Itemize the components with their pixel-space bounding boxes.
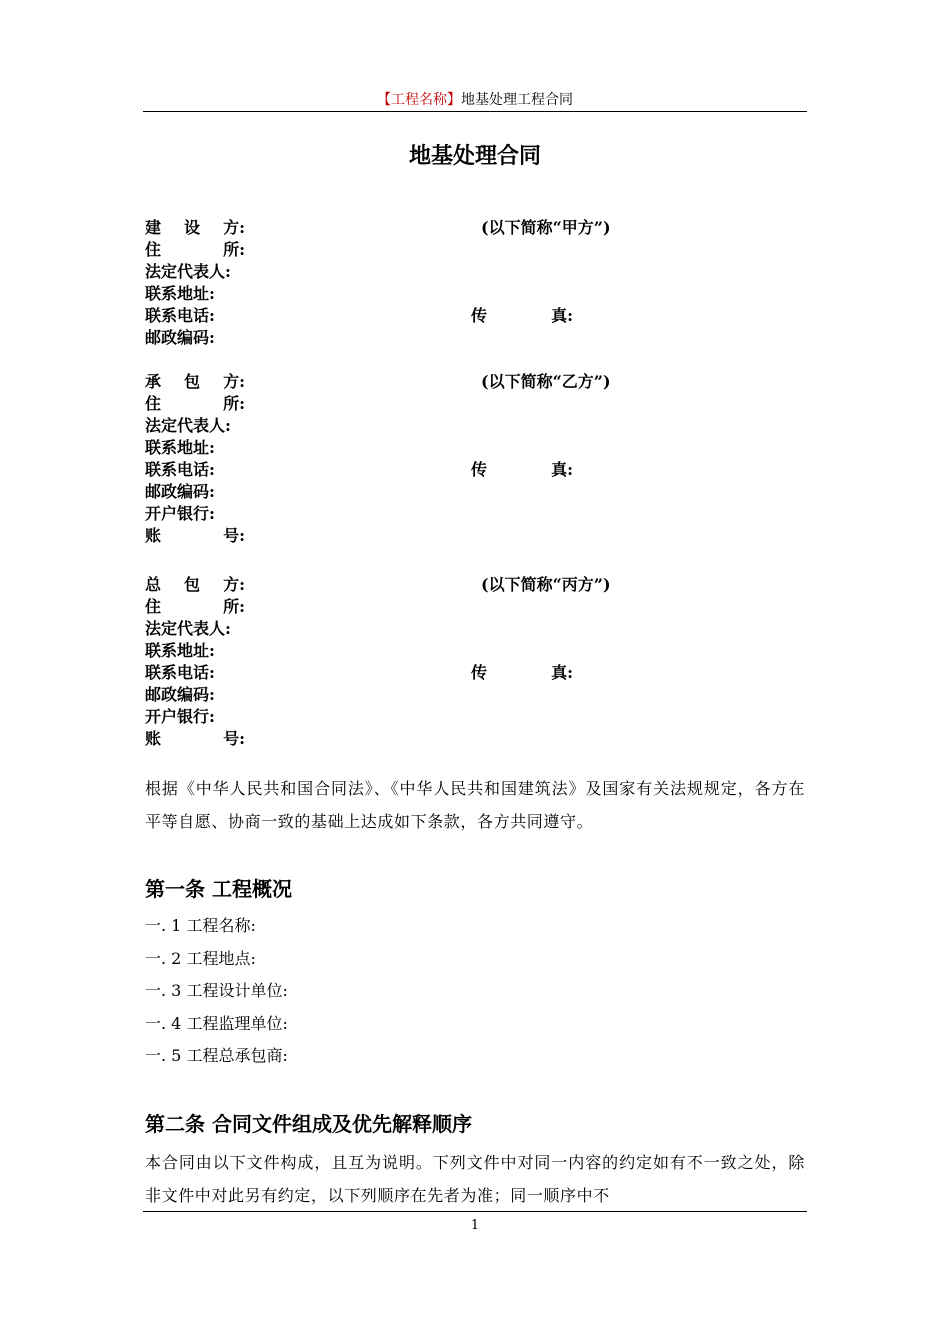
field-label — [145, 728, 245, 750]
article-item: 一. 4 工程监理单位: — [145, 1013, 288, 1033]
party-field-row — [145, 618, 805, 640]
party-field-row — [145, 415, 805, 437]
page-header — [143, 90, 807, 110]
field-label — [145, 283, 245, 305]
field-label-part: 联系电话: — [145, 663, 215, 682]
document-title: 地基处理合同 — [408, 143, 541, 169]
party-alias: (以下简称“乙方”) — [481, 372, 611, 391]
party-a-block — [145, 217, 805, 349]
field-label-part: 邮政编码: — [145, 328, 215, 347]
article-item: 一. 2 工程地点: — [145, 948, 256, 968]
party-field-row — [145, 728, 805, 750]
field-label-part: 联系电话: — [145, 306, 215, 325]
party-field-row — [145, 239, 805, 261]
field-label-part: 住 — [145, 394, 162, 413]
header-bracket-left: 【 — [377, 92, 391, 108]
field-label-part: 开户银行: — [145, 504, 215, 523]
party-field-row — [145, 327, 805, 349]
header-project-name: 工程名称 — [391, 92, 447, 108]
party-field-row — [145, 305, 805, 327]
field-label-part: 邮政编码: — [145, 482, 215, 501]
field-label — [145, 217, 245, 239]
field-label-part: 账 — [145, 729, 162, 748]
field-label-part: 承 — [145, 372, 162, 391]
field-label-part: 法定代表人: — [145, 619, 231, 638]
field-label — [145, 437, 245, 459]
field-label — [145, 684, 245, 706]
field-label-part: 总 — [145, 575, 162, 594]
party-field-row — [145, 393, 805, 415]
field-label — [145, 525, 245, 547]
article-item: 一. 1 工程名称: — [145, 916, 256, 935]
party-field-row — [145, 283, 805, 305]
field-label — [145, 596, 245, 618]
field-label-part: 方: — [223, 575, 245, 594]
header-bracket-right: 】 — [447, 92, 461, 108]
field-label-part: 号: — [223, 526, 245, 545]
field-label-part: 包 — [184, 372, 201, 391]
field-label-part: 所: — [223, 240, 245, 259]
fax-label-part: 真: — [551, 663, 573, 682]
fax-label-part: 传 — [471, 460, 488, 479]
party-field-row — [145, 217, 805, 239]
field-label — [145, 459, 245, 481]
field-label-part: 设 — [184, 218, 201, 237]
field-label — [145, 503, 245, 525]
field-label — [145, 371, 245, 393]
party-c-block — [145, 574, 805, 750]
party-field-row — [145, 684, 805, 706]
field-label-part: 账 — [145, 526, 162, 545]
party-field-row — [145, 596, 805, 618]
field-label — [145, 618, 245, 640]
field-label — [145, 327, 245, 349]
field-label-part: 包 — [184, 575, 201, 594]
party-field-row — [145, 261, 805, 283]
fax-label-part: 传 — [471, 306, 488, 325]
field-label-part: 法定代表人: — [145, 262, 231, 281]
field-label-part: 方: — [223, 218, 245, 237]
field-label-part: 号: — [223, 729, 245, 748]
field-label-part: 方: — [223, 372, 245, 391]
field-label — [145, 305, 245, 327]
fax-label-part: 真: — [551, 460, 573, 479]
page-number: 1 — [470, 1218, 480, 1233]
party-field-row — [145, 662, 805, 684]
field-label-part: 联系电话: — [145, 460, 215, 479]
field-label-part: 法定代表人: — [145, 416, 231, 435]
fax-label — [471, 662, 573, 684]
party-field-row — [145, 481, 805, 503]
fax-label — [471, 459, 573, 481]
preamble-paragraph: 根据《中华人民共和国合同法》、《中华人民共和国建筑法》及国家有关法规规定，各方在平等自愿、协商一致的基础上达成如下条款，各方共同遵守。 — [145, 779, 805, 831]
article-1-items — [145, 910, 805, 1073]
article-2-title: 第二条 合同文件组成及优先解释顺序 — [145, 1112, 472, 1136]
field-label — [145, 393, 245, 415]
party-alias: (以下简称“甲方”) — [481, 218, 611, 237]
party-b-block — [145, 371, 805, 547]
party-field-row — [145, 525, 805, 547]
field-label-part: 开户银行: — [145, 707, 215, 726]
field-label — [145, 261, 245, 283]
footer-rule — [143, 1211, 807, 1212]
field-label-part: 住 — [145, 597, 162, 616]
field-label-part: 所: — [223, 597, 245, 616]
field-label-part: 邮政编码: — [145, 685, 215, 704]
article-2-paragraph: 本合同由以下文件构成，且互为说明。下列文件中对同一内容的约定如有不一致之处，除非文件中对此另有约定，以下列顺序在先者为准；同一顺序中不 — [145, 1153, 805, 1205]
field-label-part: 联系地址: — [145, 438, 215, 457]
fax-label-part: 传 — [471, 663, 488, 682]
field-label-part: 建 — [145, 218, 162, 237]
field-label — [145, 662, 245, 684]
party-field-row — [145, 437, 805, 459]
field-label-part: 住 — [145, 240, 162, 259]
article-item: 一. 3 工程设计单位: — [145, 981, 288, 1000]
party-field-row — [145, 574, 805, 596]
field-label — [145, 481, 245, 503]
field-label — [145, 239, 245, 261]
fax-label-part: 真: — [551, 306, 573, 325]
party-field-row — [145, 371, 805, 393]
fax-label — [471, 305, 573, 327]
party-field-row — [145, 503, 805, 525]
field-label — [145, 706, 245, 728]
field-label — [145, 415, 245, 437]
header-doc-name: 地基处理工程合同 — [461, 92, 573, 108]
field-label-part: 联系地址: — [145, 284, 215, 303]
field-label — [145, 574, 245, 596]
field-label — [145, 640, 245, 662]
field-label-part: 所: — [223, 394, 245, 413]
party-field-row — [145, 706, 805, 728]
party-alias: (以下简称“丙方”) — [481, 575, 611, 594]
header-rule — [143, 111, 807, 112]
article-1-title: 第一条 工程概况 — [145, 877, 292, 901]
party-field-row — [145, 459, 805, 481]
article-item: 一. 5 工程总承包商: — [145, 1046, 288, 1065]
party-field-row — [145, 640, 805, 662]
field-label-part: 联系地址: — [145, 641, 215, 660]
